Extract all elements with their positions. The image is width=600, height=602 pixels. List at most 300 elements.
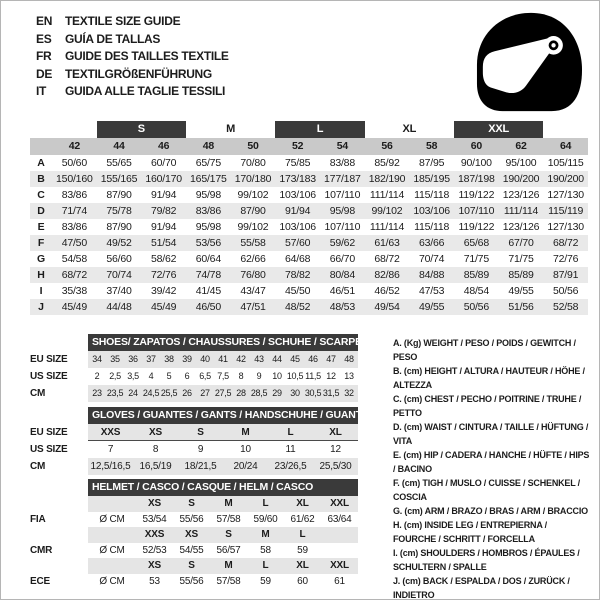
column-header: 42: [68, 140, 80, 152]
table-cell: 63/66: [419, 237, 445, 249]
table-cell: 91/94: [151, 189, 177, 201]
row-cells: [88, 441, 358, 458]
lang-code: ES: [36, 31, 52, 46]
table-cell: 66/70: [329, 253, 355, 265]
table-cell: S: [188, 498, 195, 509]
table-cell: 190/200: [502, 173, 540, 185]
table-cell: 71/74: [61, 205, 87, 217]
table-cell: 82/86: [374, 269, 400, 281]
column-header: 56: [381, 140, 393, 152]
table-row: [30, 368, 358, 385]
racing-helmet-icon: [470, 8, 588, 116]
table-row: [30, 235, 588, 251]
table-cell: 24: [128, 388, 138, 398]
table-cell: 18/21,5: [184, 461, 217, 472]
table-cell: 52/53: [142, 544, 167, 556]
table-cell: 12: [326, 371, 336, 381]
table-cell: 79/82: [151, 205, 177, 217]
table-cell: 49/55: [508, 285, 534, 297]
table-cell: 3,5: [127, 371, 139, 381]
table-cell: 65/68: [463, 237, 489, 249]
table-cell: 71/75: [508, 253, 534, 265]
table-cell: 44/48: [106, 301, 132, 313]
table-cell: XL: [296, 498, 309, 509]
table-cell: 95/98: [195, 189, 221, 201]
table-cell: 28: [236, 388, 246, 398]
unit-label: Ø CM: [99, 544, 125, 556]
table-cell: S: [188, 560, 195, 571]
table-cell: 60/64: [195, 253, 221, 265]
table-cell: 115/118: [414, 221, 450, 233]
table-cell: S: [197, 427, 204, 438]
table-cell: 10,5: [286, 371, 304, 381]
table-cell: 65/75: [195, 157, 221, 169]
row-label: US SIZE: [30, 444, 68, 455]
table-cell: 95/100: [505, 157, 537, 169]
row-label: CMR: [30, 544, 53, 556]
table-row: [30, 512, 358, 528]
table-cell: 107/110: [324, 189, 361, 201]
table-cell: 61/63: [374, 237, 400, 249]
table-row: [30, 424, 358, 441]
table-cell: [321, 527, 358, 543]
table-cell: XXS: [144, 529, 165, 540]
table-cell: 83/86: [61, 189, 87, 201]
measurement-legend: [393, 336, 590, 602]
table-row: [30, 385, 358, 402]
table-cell: 41/45: [195, 285, 221, 297]
size-group-m: M: [226, 123, 236, 135]
row-cells: [88, 512, 358, 528]
textile-table-body: [30, 155, 588, 315]
table-cell: 13: [344, 371, 354, 381]
table-row: [30, 458, 358, 475]
table-cell: XL: [296, 560, 309, 571]
table-cell: 39/42: [151, 285, 177, 297]
table-cell: 2,5: [109, 371, 121, 381]
row-label: G: [37, 253, 45, 265]
table-cell: 83/88: [329, 157, 355, 169]
textile-size-table: [30, 121, 588, 315]
column-header: 48: [202, 140, 214, 152]
table-cell: 46: [308, 354, 318, 364]
lang-text: TEXTILE SIZE GUIDE: [65, 14, 181, 28]
row-label: C: [37, 189, 45, 201]
table-row: [30, 527, 358, 543]
table-cell: 45: [290, 354, 300, 364]
table-cell: 72/76: [553, 253, 579, 265]
table-cell: 119/122: [458, 221, 495, 233]
gloves-table-body: [30, 424, 358, 475]
table-cell: 83/86: [61, 221, 87, 233]
table-cell: 8: [238, 371, 244, 381]
table-cell: 51/56: [508, 301, 534, 313]
row-cells: [88, 527, 358, 543]
table-cell: 76/80: [240, 269, 266, 281]
column-header: 54: [336, 140, 348, 152]
table-cell: XS: [185, 529, 198, 540]
table-cell: 87/91: [553, 269, 579, 281]
lang-line-fr: [36, 48, 229, 66]
spacer: [30, 496, 88, 512]
size-group-l: L: [275, 121, 364, 138]
table-cell: 50/56: [463, 301, 489, 313]
table-cell: 32: [344, 388, 354, 398]
table-cell: 9: [256, 371, 262, 381]
table-cell: 103/106: [279, 189, 316, 201]
table-cell: 20/24: [233, 461, 258, 472]
table-cell: 187/198: [458, 173, 495, 185]
helmet-table-body: [30, 496, 358, 589]
table-cell: 27: [200, 388, 210, 398]
table-cell: 49/52: [106, 237, 132, 249]
size-group-xxl: XXL: [454, 121, 543, 138]
table-cell: 60/70: [151, 157, 177, 169]
row-cells: [88, 424, 358, 441]
row-label: F: [37, 237, 45, 249]
language-header: [36, 13, 229, 101]
table-cell: 84/88: [419, 269, 445, 281]
lang-line-es: [36, 31, 229, 49]
table-cell: 182/190: [368, 173, 406, 185]
table-cell: 11: [285, 444, 296, 455]
table-row: [30, 267, 588, 283]
table-cell: M: [224, 498, 233, 509]
table-cell: 47: [326, 354, 336, 364]
table-cell: 185/195: [413, 173, 450, 185]
table-row: [30, 283, 588, 299]
table-cell: 111/114: [369, 221, 405, 233]
table-cell: L: [299, 529, 306, 540]
table-cell: 59/62: [329, 237, 355, 249]
table-cell: 54/58: [61, 253, 87, 265]
column-header: 46: [158, 140, 170, 152]
row-label: E: [37, 221, 45, 233]
table-cell: 68/72: [374, 253, 400, 265]
column-header: 52: [292, 140, 304, 152]
table-cell: 34: [92, 354, 102, 364]
table-cell: 38: [164, 354, 174, 364]
table-cell: L: [287, 427, 294, 438]
table-cell: 72/76: [151, 269, 177, 281]
table-cell: 177/187: [324, 173, 361, 185]
table-cell: 123/126: [502, 221, 540, 233]
table-cell: 111/114: [503, 205, 539, 217]
table-cell: 160/170: [145, 173, 182, 185]
table-cell: 42: [236, 354, 246, 364]
row-label: EU SIZE: [30, 427, 68, 438]
table-cell: 57/58: [216, 575, 241, 587]
table-cell: 190/200: [547, 173, 584, 185]
row-label: US SIZE: [30, 371, 68, 382]
table-cell: 23,5: [106, 388, 124, 398]
table-cell: M: [224, 560, 233, 571]
table-row: [30, 574, 358, 590]
table-cell: 10: [240, 444, 251, 455]
table-cell: 2: [94, 371, 100, 381]
table-cell: 55/58: [240, 237, 266, 249]
table-cell: 35: [110, 354, 120, 364]
table-cell: XS: [148, 498, 161, 509]
table-cell: 43: [254, 354, 264, 364]
row-label: ECE: [30, 575, 50, 587]
table-cell: 123/126: [502, 189, 540, 201]
table-row: [30, 251, 588, 267]
table-cell: 61/62: [290, 513, 315, 525]
table-cell: 70/74: [106, 269, 132, 281]
table-cell: XXL: [330, 498, 349, 509]
table-row: [30, 187, 588, 203]
table-cell: 155/165: [100, 173, 138, 185]
spacer: [30, 558, 88, 574]
table-cell: 61: [334, 575, 345, 587]
table-cell: 91/94: [285, 205, 311, 217]
row-label: EU SIZE: [30, 354, 68, 365]
table-cell: 99/102: [237, 221, 269, 233]
table-cell: 74/78: [195, 269, 221, 281]
table-cell: 62/66: [240, 253, 266, 265]
table-cell: 87/90: [106, 189, 132, 201]
table-cell: XL: [329, 427, 342, 438]
table-cell: 43/47: [240, 285, 266, 297]
table-row: [30, 351, 358, 368]
table-cell: 55/56: [179, 513, 204, 525]
row-label: CM: [30, 388, 46, 399]
table-cell: 107/110: [458, 205, 495, 217]
table-cell: 85/92: [374, 157, 400, 169]
table-cell: 39: [182, 354, 192, 364]
table-cell: 28,5: [250, 388, 268, 398]
table-cell: 30: [290, 388, 300, 398]
table-cell: 26: [182, 388, 192, 398]
table-cell: 25,5: [160, 388, 178, 398]
table-cell: XS: [149, 427, 162, 438]
table-cell: 70/80: [240, 157, 266, 169]
size-group-xl: XL: [402, 123, 417, 135]
table-cell: 37: [146, 354, 156, 364]
legend-item: D. (cm) WAIST / CINTURA / TAILLE / HÜFTUNG / VITA: [393, 422, 589, 446]
row-label: I: [39, 285, 43, 297]
unit-label: Ø CM: [99, 575, 125, 587]
table-row: [30, 171, 588, 187]
table-cell: 8: [152, 444, 159, 455]
column-header: 62: [515, 140, 527, 152]
table-cell: 107/110: [324, 221, 361, 233]
table-cell: 46/50: [195, 301, 221, 313]
table-cell: 115/119: [548, 205, 584, 217]
lang-code: DE: [36, 66, 53, 81]
legend-item: G. (cm) ARM / BRAZO / BRAS / ARM / BRACCIO: [393, 506, 588, 516]
table-cell: 56/57: [216, 544, 241, 556]
lang-line-it: [36, 83, 229, 101]
table-cell: L: [262, 560, 269, 571]
table-cell: 111/114: [369, 189, 405, 201]
table-cell: 6: [184, 371, 190, 381]
table-cell: 55/56: [179, 575, 204, 587]
table-cell: 53: [149, 575, 160, 587]
table-cell: 47/51: [240, 301, 266, 313]
legend-item: H. (cm) INSIDE LEG / ENTREPIERNA / FOURCHE / SCHRITT / FORCELLA: [393, 520, 547, 544]
table-cell: 119/122: [458, 189, 495, 201]
lang-line-de: [36, 66, 229, 84]
table-cell: 71/75: [463, 253, 489, 265]
table-cell: M: [261, 529, 270, 540]
table-cell: 53/56: [195, 237, 221, 249]
legend-item: B. (cm) HEIGHT / ALTURA / HAUTEUR / HÖHE / ALTEZZA: [393, 366, 585, 390]
table-cell: 80/84: [329, 269, 355, 281]
table-cell: 165/175: [190, 173, 227, 185]
table-cell: 5: [166, 371, 172, 381]
table-cell: 49/54: [374, 301, 400, 313]
table-cell: 53/54: [142, 513, 167, 525]
table-cell: 40: [200, 354, 210, 364]
table-cell: 47/50: [61, 237, 87, 249]
table-cell: 12,5/16,5: [90, 461, 131, 472]
column-header: 64: [560, 140, 572, 152]
table-cell: 9: [197, 444, 204, 455]
helmet-table: [30, 479, 358, 589]
table-cell: 47/53: [419, 285, 445, 297]
table-cell: 87/90: [240, 205, 266, 217]
column-header: 58: [426, 140, 438, 152]
table-cell: 103/106: [413, 205, 450, 217]
row-cells: [88, 458, 358, 475]
column-header: 50: [247, 140, 259, 152]
table-cell: 6,5: [199, 371, 211, 381]
table-row: [30, 543, 358, 559]
table-cell: 48: [344, 354, 354, 364]
table-cell: 24,5: [142, 388, 160, 398]
table-cell: 173/183: [279, 173, 316, 185]
lang-text: TEXTILGRÖßENFÜHRUNG: [65, 66, 212, 81]
table-cell: XXS: [100, 427, 121, 438]
table-cell: 11,5: [305, 371, 321, 381]
textile-size-group-row: [30, 121, 588, 138]
table-cell: 63/64: [327, 513, 352, 525]
table-cell: 75/78: [106, 205, 132, 217]
table-cell: 7,5: [217, 371, 229, 381]
table-cell: M: [241, 427, 250, 438]
legend-item: F. (cm) TIGH / MUSLO / CUISSE / SCHENKEL / COSCIA: [393, 478, 580, 502]
shoes-table: [30, 334, 362, 402]
table-cell: [321, 543, 358, 559]
table-cell: 31,5: [322, 388, 340, 398]
bottom-tables: [30, 334, 365, 589]
table-row: [30, 558, 358, 574]
table-cell: 46/52: [374, 285, 400, 297]
table-cell: 50/56: [553, 285, 579, 297]
table-cell: 105/115: [547, 157, 584, 169]
table-cell: 90/100: [460, 157, 492, 169]
spacer: [88, 496, 136, 512]
row-label: J: [38, 301, 44, 313]
row-cells: [88, 543, 358, 559]
table-cell: 36: [128, 354, 138, 364]
table-cell: 50/60: [61, 157, 87, 169]
table-cell: 44: [272, 354, 282, 364]
table-cell: 48/53: [329, 301, 355, 313]
row-label: D: [37, 205, 45, 217]
spacer: [52, 121, 97, 138]
table-cell: 29: [272, 388, 282, 398]
table-cell: 45/49: [151, 301, 177, 313]
row-cells: [88, 558, 358, 574]
table-cell: 59/60: [253, 513, 278, 525]
textile-column-header-row: [30, 138, 588, 155]
shoes-table-body: [30, 351, 358, 402]
table-row: [30, 219, 588, 235]
table-row: [30, 441, 358, 458]
table-cell: 60: [297, 575, 308, 587]
legend-item: A. (Kg) WEIGHT / PESO / POIDS / GEWITCH / PESO: [393, 338, 576, 362]
helmet-table-title: HELMET / CASCO / CASQUE / HELM / CASCO: [88, 479, 358, 496]
table-cell: 75/85: [285, 157, 311, 169]
table-cell: 27,5: [214, 388, 232, 398]
row-cells: [88, 385, 358, 402]
table-cell: 70/74: [419, 253, 445, 265]
lang-line-en: [36, 13, 229, 31]
spacer: [88, 558, 136, 574]
table-cell: 83/86: [195, 205, 221, 217]
table-cell: 99/102: [371, 205, 403, 217]
table-row: [30, 203, 588, 219]
legend-item: C. (cm) CHEST / PECHO / POITRINE / TRUHE / PETTO: [393, 394, 582, 418]
table-cell: S: [225, 529, 232, 540]
gloves-table: [30, 407, 365, 475]
lang-code: IT: [36, 84, 47, 98]
table-row: [30, 496, 358, 512]
table-cell: 49/55: [419, 301, 445, 313]
table-cell: 4: [148, 371, 154, 381]
table-cell: 23/26,5: [274, 461, 307, 472]
spacer: [30, 527, 88, 543]
column-header: 60: [470, 140, 482, 152]
row-cells: [88, 574, 358, 590]
lang-text: GUIDA ALLE TAGLIE TESSILI: [65, 84, 226, 98]
spacer: [30, 138, 52, 155]
table-row: [30, 155, 588, 171]
table-cell: 103/106: [279, 221, 316, 233]
table-cell: 85/89: [508, 269, 534, 281]
row-cells: [88, 496, 358, 512]
lang-code: FR: [36, 49, 52, 63]
table-cell: 58/62: [151, 253, 177, 265]
table-cell: 127/130: [547, 189, 584, 201]
row-label: H: [37, 269, 45, 281]
table-cell: 78/82: [285, 269, 311, 281]
table-cell: 37/40: [106, 285, 132, 297]
table-cell: 16,5/19: [139, 461, 172, 472]
shoes-table-title: SHOES/ ZAPATOS / CHAUSSURES / SCHUHE / SCARPE: [88, 334, 358, 351]
table-cell: 58: [260, 544, 271, 556]
table-cell: 57/60: [285, 237, 311, 249]
table-cell: 45/50: [285, 285, 311, 297]
spacer: [30, 121, 52, 138]
lang-text: GUÍA DE TALLAS: [65, 31, 161, 46]
row-label: A: [37, 157, 45, 169]
table-cell: XS: [148, 560, 161, 571]
table-cell: 91/94: [151, 221, 177, 233]
table-cell: 48/54: [463, 285, 489, 297]
table-row: [30, 299, 588, 315]
table-cell: 67/70: [508, 237, 534, 249]
table-cell: 64/68: [285, 253, 311, 265]
row-label: B: [37, 173, 45, 185]
table-cell: 7: [107, 444, 114, 455]
table-cell: XXL: [330, 560, 349, 571]
table-cell: 46/51: [329, 285, 355, 297]
row-cells: [88, 351, 358, 368]
